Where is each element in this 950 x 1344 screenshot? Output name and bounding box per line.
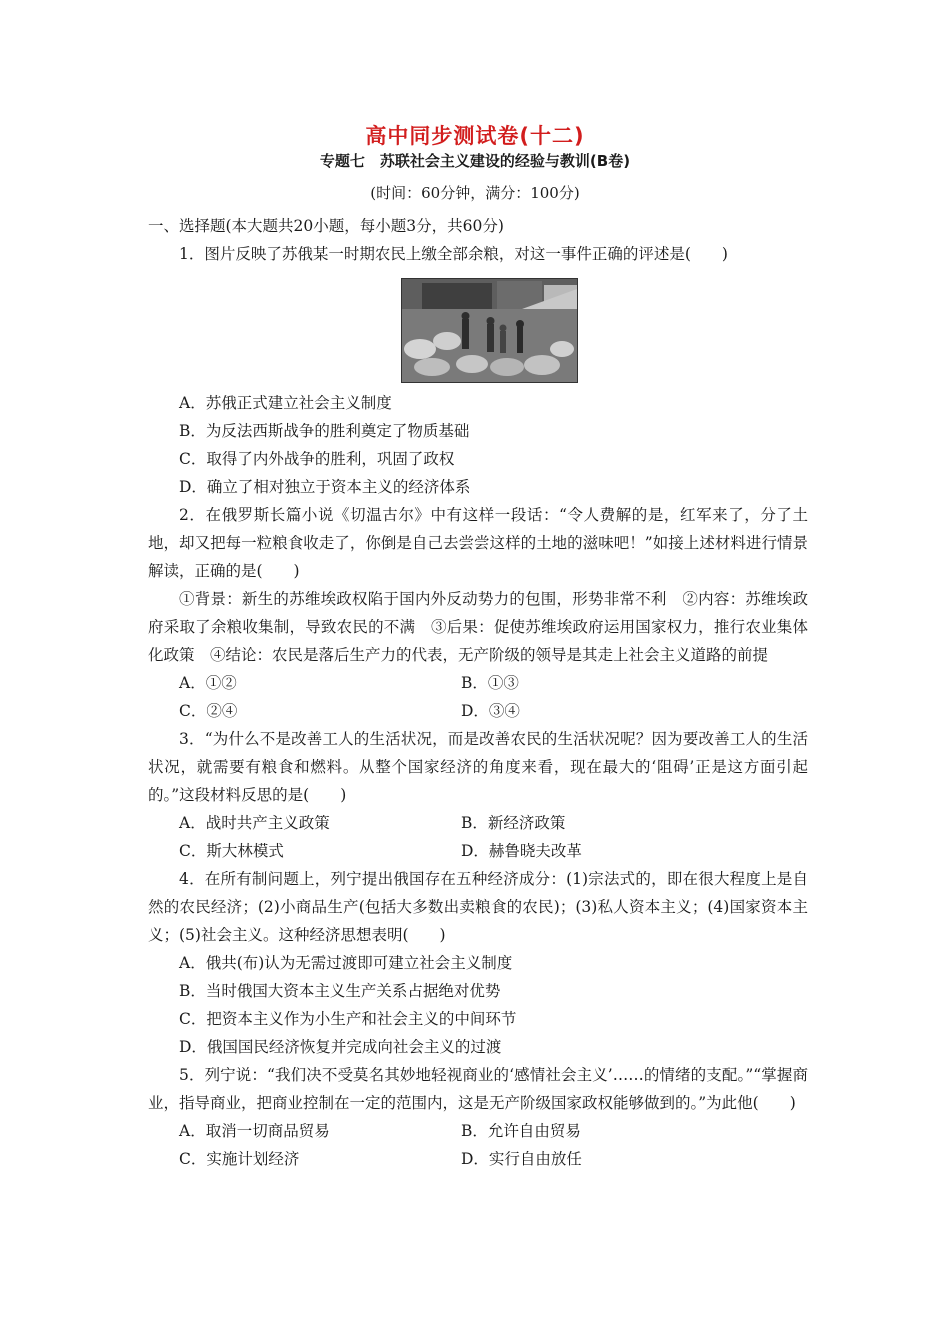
question-2-option-b: B．①③ xyxy=(461,674,519,692)
question-2-option-c: C．②④ xyxy=(179,702,238,720)
question-5-options-row-2 xyxy=(148,1145,808,1173)
question-1-option-c: C．取得了内外战争的胜利，巩固了政权 xyxy=(179,450,455,468)
exam-content xyxy=(148,212,808,1173)
question-1-option-d: D．确立了相对独立于资本主义的经济体系 xyxy=(179,478,471,496)
question-5-stem: 5．列宁说：“我们决不受莫名其妙地轻视商业的‘感情社会主义’……的情绪的支配。”“掌握商业，指导商业，把商业控制在一定的范围内，这是无产阶级国家政权能够做到的。”为此他( ) xyxy=(148,1066,808,1112)
question-4-option-d: D．俄国国民经济恢复并完成向社会主义的过渡 xyxy=(179,1038,502,1056)
exam-title: 高中同步测试卷(十二) xyxy=(365,124,585,148)
question-3-options-row-2 xyxy=(148,837,808,865)
question-4-stem: 4．在所有制问题上，列宁提出俄国存在五种经济成分：(1)宗法式的，即在很大程度上是自然的农民经济；(2)小商品生产(包括大多数出卖粮食的农民)；(3)私人资本主义；(4)国家资本主义；(5)社会主义。这种经济思想表明( ) xyxy=(148,870,808,944)
question-5-option-c: C．实施计划经济 xyxy=(179,1150,300,1168)
question-1-option-a: A．苏俄正式建立社会主义制度 xyxy=(179,394,392,412)
section-heading: 一、选择题(本大题共20小题，每小题3分，共60分) xyxy=(148,217,504,235)
question-2-statements: ①背景：新生的苏维埃政权陷于国内外反动势力的包围，形势非常不利 ②内容：苏维埃政府采取了余粮收集制，导致农民的不满 ③后果：促使苏维埃政府运用国家权力，推行农业集体化政策 ④结论：农民是落后生产力的代表，无产阶级的领导是其走上社会主义道路的前提 xyxy=(148,590,808,664)
question-4-option-c: C．把资本主义作为小生产和社会主义的中间环节 xyxy=(179,1010,517,1028)
question-3-options-row-1 xyxy=(148,809,808,837)
question-3-stem: 3．“为什么不是改善工人的生活状况，而是改善农民的生活状况呢？因为要改善工人的生活状况，就需要有粮食和燃料。从整个国家经济的角度来看，现在最大的‘阻碍’正是这方面引起的。”这段材料反思的是( ) xyxy=(148,730,808,804)
exam-subtitle: 专题七 苏联社会主义建设的经验与教训(B卷) xyxy=(319,152,631,170)
question-2-options-row-1 xyxy=(148,669,808,697)
question-3-option-b: B．新经济政策 xyxy=(461,814,566,832)
question-4-option-a: A．俄共(布)认为无需过渡即可建立社会主义制度 xyxy=(179,954,513,972)
question-1-stem: 1．图片反映了苏俄某一时期农民上缴全部余粮，对这一事件正确的评述是( ) xyxy=(179,245,728,263)
question-5-options-row-1 xyxy=(148,1117,808,1145)
question-5-option-d: D．实行自由放任 xyxy=(461,1150,582,1168)
question-2-stem: 2．在俄罗斯长篇小说《切温古尔》中有这样一段话：“令人费解的是，红军来了，分了土地，却又把每一粒粮食收走了，你倒是自己去尝尝这样的土地的滋味吧！”如接上述材料进行情景解读，正确的是( ) xyxy=(148,506,808,580)
question-2-options-row-2 xyxy=(148,697,808,725)
question-1-photo xyxy=(401,278,578,383)
question-1-option-b: B．为反法西斯战争的胜利奠定了物质基础 xyxy=(179,422,470,440)
question-5-option-b: B．允许自由贸易 xyxy=(461,1122,581,1140)
question-3-option-c: C．斯大林模式 xyxy=(179,842,284,860)
question-2-option-d: D．③④ xyxy=(461,702,520,720)
question-4-option-b: B．当时俄国大资本主义生产关系占据绝对优势 xyxy=(179,982,501,1000)
grain-collection-photo-icon xyxy=(402,279,577,382)
time-info: (时间：60分钟，满分：100分) xyxy=(370,184,580,202)
question-2-option-a: A．①② xyxy=(179,674,237,692)
question-3-option-a: A．战时共产主义政策 xyxy=(179,814,330,832)
question-5-option-a: A．取消一切商品贸易 xyxy=(179,1122,330,1140)
question-3-option-d: D．赫鲁晓夫改革 xyxy=(461,842,582,860)
